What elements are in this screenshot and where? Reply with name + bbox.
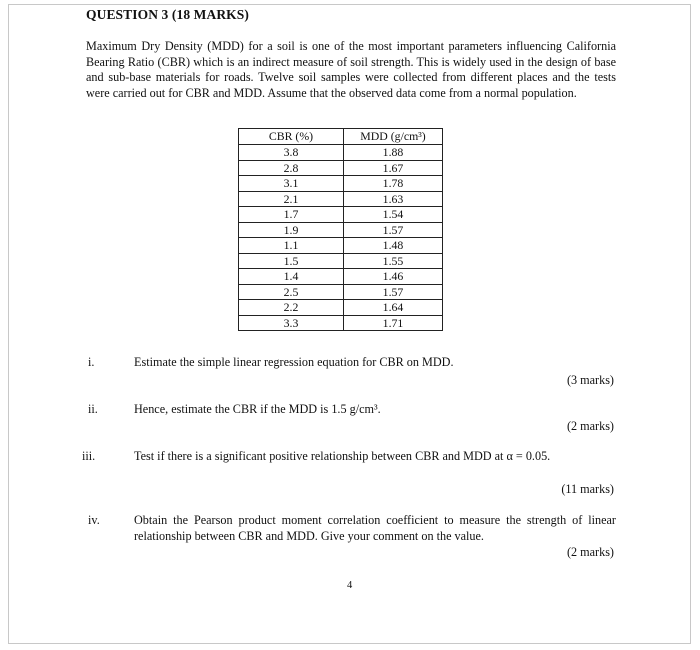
question-text: Obtain the Pearson product moment correlation coefficient to measure the strength of linear relationship between CBR and MDD. Give your comment on the value. [134, 513, 616, 543]
question-number: ii. [88, 402, 98, 416]
mdd-value: 1.57 [344, 284, 443, 300]
cbr-value: 2.5 [239, 284, 344, 300]
cbr-value: 2.2 [239, 300, 344, 316]
question-marks: (2 marks) [566, 545, 614, 559]
cbr-value: 3.8 [239, 145, 344, 161]
question-marks: (11 marks) [561, 482, 614, 496]
cbr-value: 2.1 [239, 191, 344, 207]
mdd-value: 1.71 [344, 315, 443, 331]
intro-paragraph: Maximum Dry Density (MDD) for a soil is one of the most important parameters influencing California Bearing Ratio (CBR) which is an indirect measure of soil strength. This is widely used in the design of base and sub-base materials for roads. Twelve soil samples were collected from different places and the tests were carried out for CBR and MDD. Assume that the observed data come from a normal population. [86, 39, 616, 100]
mdd-value: 1.64 [344, 300, 443, 316]
mdd-value: 1.88 [344, 145, 443, 161]
table-row [239, 145, 443, 161]
table-row [239, 315, 443, 331]
table-row [239, 284, 443, 300]
mdd-value: 1.54 [344, 207, 443, 223]
question-number: i. [88, 355, 95, 369]
table-row [239, 160, 443, 176]
mdd-value: 1.55 [344, 253, 443, 269]
cbr-value: 1.4 [239, 269, 344, 285]
cbr-value: 1.1 [239, 238, 344, 254]
question-number: iv. [88, 513, 100, 527]
question-number: iii. [82, 449, 96, 463]
header-mdd: MDD (g/cm³) [344, 129, 443, 145]
cbr-value: 1.7 [239, 207, 344, 223]
cbr-value: 1.9 [239, 222, 344, 238]
table-row [239, 176, 443, 192]
table-row [239, 191, 443, 207]
table-row [239, 300, 443, 316]
header-cbr: CBR (%) [239, 129, 344, 145]
cbr-value: 2.8 [239, 160, 344, 176]
mdd-value: 1.46 [344, 269, 443, 285]
table-header-row [239, 129, 443, 145]
mdd-value: 1.78 [344, 176, 443, 192]
mdd-value: 1.57 [344, 222, 443, 238]
question-text: Test if there is a significant positive relationship between CBR and MDD at α = 0.05. [134, 449, 551, 463]
cbr-value: 1.5 [239, 253, 344, 269]
question-marks: (2 marks) [566, 419, 614, 433]
table-row [239, 222, 443, 238]
cbr-value: 3.1 [239, 176, 344, 192]
question-text: Hence, estimate the CBR if the MDD is 1.5 g/cm³. [134, 402, 381, 416]
question-marks: (3 marks) [566, 373, 614, 387]
mdd-value: 1.63 [344, 191, 443, 207]
mdd-value: 1.48 [344, 238, 443, 254]
mdd-value: 1.67 [344, 160, 443, 176]
question-text: Estimate the simple linear regression equation for CBR on MDD. [134, 355, 454, 369]
table-row [239, 207, 443, 223]
cbr-value: 3.3 [239, 315, 344, 331]
question-title: QUESTION 3 (18 MARKS) [86, 7, 249, 22]
table-row [239, 253, 443, 269]
table-row [239, 238, 443, 254]
table-row [239, 269, 443, 285]
data-table [238, 128, 443, 331]
page-number: 4 [347, 580, 353, 591]
